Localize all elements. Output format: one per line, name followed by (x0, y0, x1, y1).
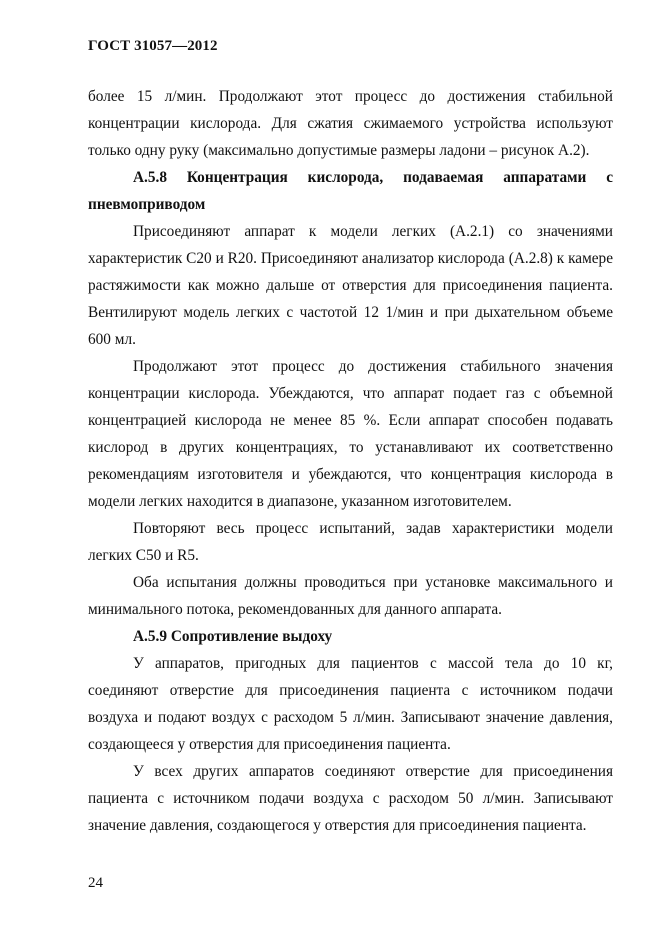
paragraph: Продолжают этот процесс до достижения стабильного значения концентрации кислорода. Убеждаются, что аппарат подает газ с объемной концентрацией кислорода не менее 85 %. Если аппарат способен подавать кислород в других концентрациях, то устанавливают их соответственно рекомендациям изготовителя и убеждаются, что концентрация кислорода в модели легких находится в диапазоне, указанном изготовителем. (88, 358, 613, 510)
paragraph: Присоединяют аппарат к модели легких (А.2.1) со значениями характеристик C20 и R20. Присоединяют анализатор кислорода (А.2.8) к камере растяжимости как можно дальше от отверстия для присоединения пациента. Вентилируют модель легких с частотой 12 1/мин и при дыхательном объеме 600 мл. (88, 223, 613, 348)
section-heading-a59: А.5.9 Сопротивление выдоху (133, 628, 333, 645)
paragraph: У аппаратов, пригодных для пациентов с массой тела до 10 кг, соединяют отверстие для присоединения пациента с источником подачи воздуха и подают воздух с расходом 5 л/мин. Записывают значение давления, создающееся у отверстия для присоединения пациента. (88, 655, 613, 753)
paragraph-continuation: более 15 л/мин. Продолжают этот процесс до достижения стабильной концентрации кислорода. Для сжатия сжимаемого устройства используют только одну руку (максимально допустимые размеры ладони – рисунок А.2). (88, 88, 613, 159)
document-body (88, 83, 613, 839)
page-number: 24 (88, 875, 103, 891)
document-header: ГОСТ 31057—2012 (88, 38, 218, 54)
section-heading-a58: А.5.8 Концентрация кислорода, подаваемая аппаратами с пневмоприводом (88, 169, 613, 213)
paragraph: Повторяют весь процесс испытаний, задав характеристики модели легких C50 и R5. (88, 520, 613, 564)
paragraph: Оба испытания должны проводиться при установке максимального и минимального потока, рекомендованных для данного аппарата. (88, 574, 613, 618)
paragraph: У всех других аппаратов соединяют отверстие для присоединения пациента с источником подачи воздуха с расходом 50 л/мин. Записывают значение давления, создающегося у отверстия для присоединения пациента. (88, 763, 613, 834)
